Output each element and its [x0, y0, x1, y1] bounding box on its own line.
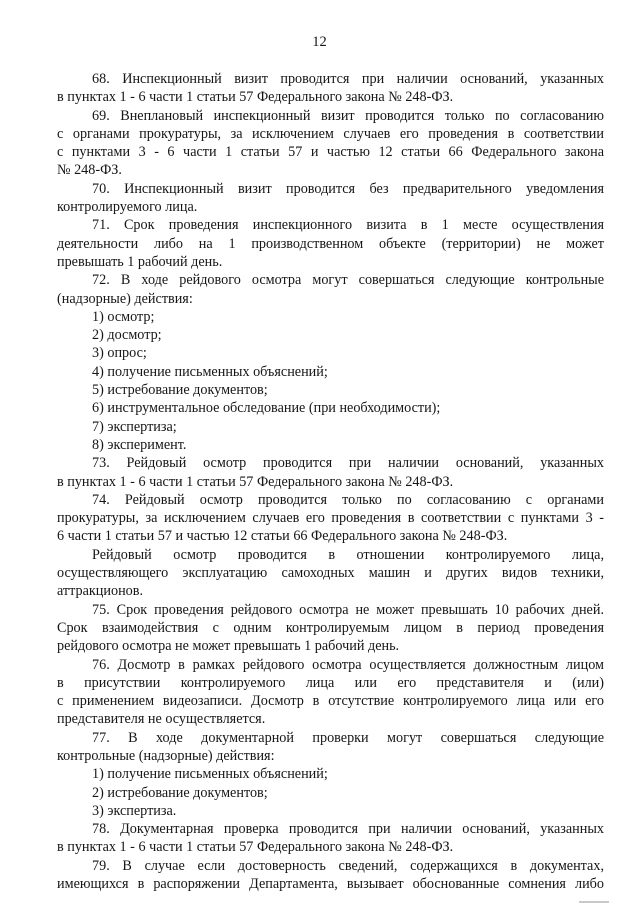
text-line: в пунктах 1 - 6 части 1 статьи 57 Федерального закона № 248-ФЗ.	[57, 839, 454, 856]
text-line: осуществляющего эксплуатацию самоходных машин и других видов техники,	[57, 565, 604, 582]
list-item: 5) истребование документов;	[92, 382, 268, 399]
text-line: с применением видеозаписи. Досмотр в отсутствие контролируемого лица или его	[57, 693, 604, 710]
text-line: рейдового осмотра не может превышать 1 рабочий день.	[57, 638, 400, 655]
page-number: 12	[312, 34, 327, 50]
list-item: 1) получение письменных объяснений;	[92, 766, 328, 783]
scan-artifact	[579, 901, 609, 903]
text-line: Срок взаимодействия с одним контролируемым лицом в период проведения	[57, 619, 604, 636]
text-line: с органами прокуратуры, за исключением случаев его проведения в соответствии	[57, 125, 604, 142]
text-line: 68. Инспекционный визит проводится при наличии оснований, указанных	[92, 71, 604, 87]
text-line: в пунктах 1 - 6 части 1 статьи 57 Федерального закона № 248-ФЗ.	[57, 89, 454, 106]
list-item: 3) опрос;	[92, 345, 147, 362]
list-item: 2) истребование документов;	[92, 784, 268, 801]
text-line: с пунктами 3 - 6 части 1 статьи 57 и частью 12 статьи 66 Федерального закона	[57, 144, 604, 161]
text-line: № 248-ФЗ.	[57, 162, 122, 179]
text-line: 76. Досмотр в рамках рейдового осмотра осуществляется должностным лицом	[92, 656, 604, 673]
list-item: 8) эксперимент.	[92, 436, 187, 453]
list-item: 3) экспертиза.	[92, 802, 177, 819]
list-item: 6) инструментальное обследование (при необходимости);	[92, 400, 441, 417]
text-line: имеющихся в распоряжении Департамента, вызывает обоснованные сомнения либо	[57, 876, 604, 893]
list-item: 7) экспертиза;	[92, 418, 177, 435]
text-line: 73. Рейдовый осмотр проводится при наличии оснований, указанных	[92, 455, 604, 472]
text-line: 79. В случае если достоверность сведений, содержащихся в документах,	[92, 857, 604, 874]
text-line: 78. Документарная проверка проводится при наличии оснований, указанных	[92, 821, 604, 838]
text-line: превышать 1 рабочий день.	[57, 253, 223, 270]
list-item: 1) осмотр;	[92, 308, 155, 325]
text-line: 74. Рейдовый осмотр проводится только по согласованию с органами	[92, 491, 604, 508]
text-line: 6 части 1 статьи 57 и частью 12 статьи 66 Федерального закона № 248-ФЗ.	[57, 528, 508, 545]
text-line: представителя не осуществляется.	[57, 711, 266, 728]
text-line: контролируемого лица.	[57, 199, 198, 216]
text-line: в пунктах 1 - 6 части 1 статьи 57 Федерального закона № 248-ФЗ.	[57, 473, 454, 490]
text-line: 72. В ходе рейдового осмотра могут совершаться следующие контрольные	[92, 272, 604, 289]
list-item: 2) досмотр;	[92, 327, 162, 344]
text-line: 75. Срок проведения рейдового осмотра не может превышать 10 рабочих дней.	[92, 601, 604, 618]
text-line: в присутствии контролируемого лица или его представителя и (или)	[57, 674, 604, 691]
text-line: 77. В ходе документарной проверки могут совершаться следующие	[92, 729, 604, 746]
text-line: (надзорные) действия:	[57, 290, 193, 307]
text-line: аттракционов.	[57, 583, 143, 600]
document-body	[57, 70, 604, 893]
text-line: деятельности либо на 1 производственном объекте (территории) не может	[57, 235, 604, 252]
text-line: Рейдовый осмотр проводится в отношении контролируемого лица,	[92, 546, 604, 563]
text-line: прокуратуры, за исключением случаев его проведения в соответствии с пунктами 3 -	[57, 510, 604, 527]
text-line: контрольные (надзорные) действия:	[57, 747, 275, 764]
text-line: 69. Внеплановый инспекционный визит проводится только по согласованию	[92, 107, 604, 124]
text-line: 71. Срок проведения инспекционного визита в 1 месте осуществления	[92, 217, 604, 234]
list-item: 4) получение письменных объяснений;	[92, 363, 328, 380]
text-line: 70. Инспекционный визит проводится без предварительного уведомления	[92, 180, 604, 197]
